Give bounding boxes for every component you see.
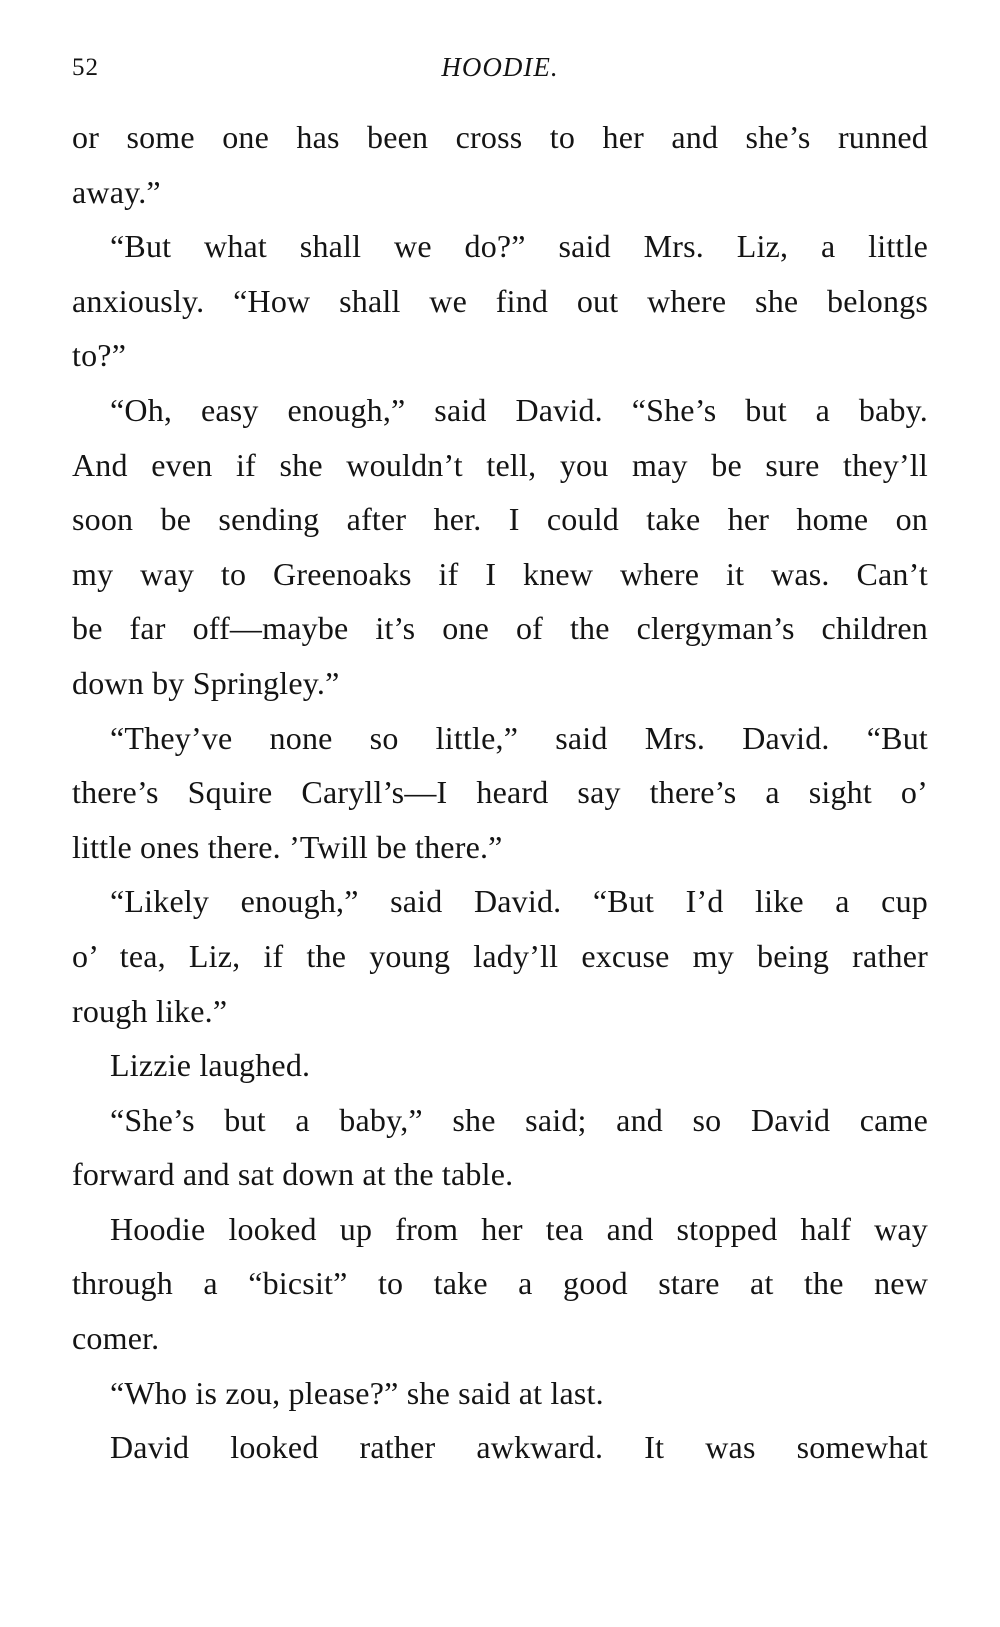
text-line: “Who is zou, please?” she said at last. <box>110 1374 604 1411</box>
page-header <box>72 50 928 90</box>
text-line: down by Springley.” <box>72 664 340 701</box>
text-line: “But what shall we do?” said Mrs. Liz, a little <box>110 228 928 265</box>
text-line: rough like.” <box>72 992 228 1029</box>
body-text <box>72 110 928 1475</box>
text-line: there’s Squire Caryll’s—I heard say there’s a sight o’ <box>72 774 928 811</box>
text-line: my way to Greenoaks if I knew where it was. Can’t <box>72 555 928 592</box>
text-line: David looked rather awkward. It was somewhat <box>110 1429 928 1466</box>
text-line: Lizzie laughed. <box>110 1047 311 1084</box>
running-title: HOODIE. <box>441 52 559 82</box>
text-line: comer. <box>72 1320 160 1357</box>
text-line: “Oh, easy enough,” said David. “She’s but a baby. <box>110 391 928 428</box>
text-line: anxiously. “How shall we find out where she belongs <box>72 282 928 319</box>
text-line: away.” <box>72 173 161 210</box>
text-line: little ones there. ’Twill be there.” <box>72 828 503 865</box>
text-line: “She’s but a baby,” she said; and so David came <box>110 1101 928 1138</box>
text-line: to?” <box>72 337 127 374</box>
text-line: through a “bicsit” to take a good stare at the new <box>72 1265 928 1302</box>
text-line: “Likely enough,” said David. “But I’d like a cup <box>110 883 928 920</box>
text-line: forward and sat down at the table. <box>72 1156 514 1193</box>
text-line: or some one has been cross to her and she’s runned <box>72 119 928 155</box>
text-line: Hoodie looked up from her tea and stopped half way <box>110 1210 928 1247</box>
text-line: o’ tea, Liz, if the young lady’ll excuse my being rather <box>72 937 928 974</box>
text-line: And even if she wouldn’t tell, you may be sure they’ll <box>72 446 928 483</box>
text-line: be far off—maybe it’s one of the clergyman’s children <box>72 610 928 647</box>
page-number: 52 <box>72 54 99 81</box>
text-line: soon be sending after her. I could take her home on <box>72 501 928 538</box>
text-line: “They’ve none so little,” said Mrs. David. “But <box>110 719 928 756</box>
